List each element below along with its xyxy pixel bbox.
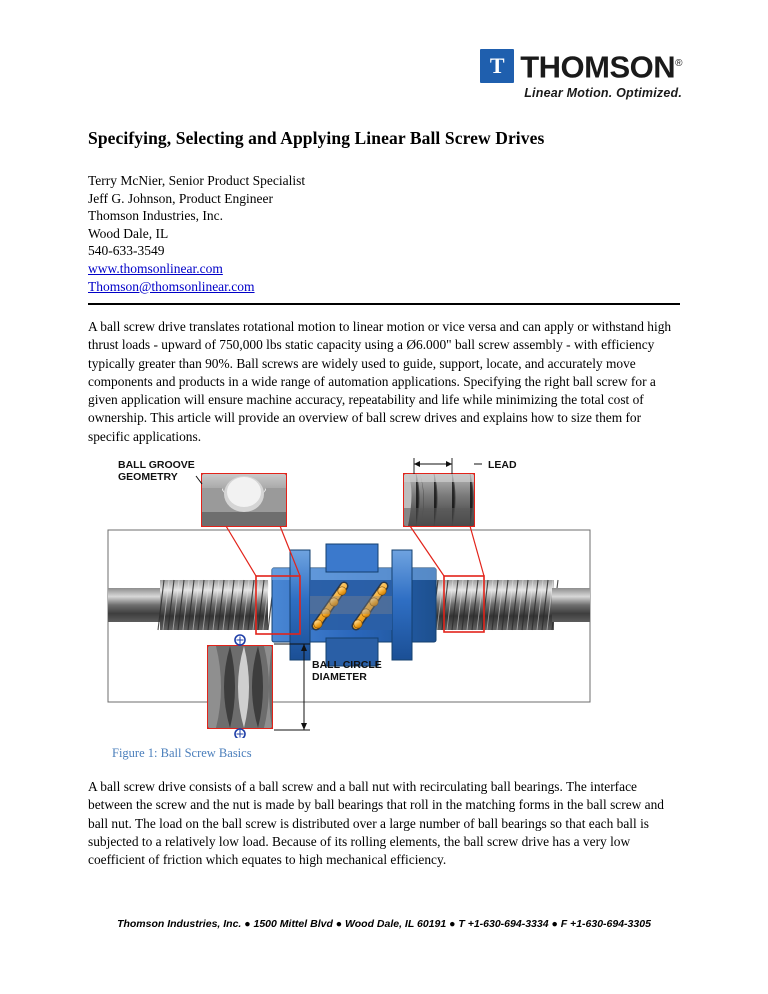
intro-paragraph: A ball screw drive translates rotational motion to linear motion or vice versa and can apply or withstand high thrust loads - upward of 750,000 lbs static capacity using a Ø6.000" ball screw assembly - with efficiency typically greater than 90%. Ball screws are widely used to guide, support, locate, and accurately move components and products in a wide range of automation applications. Specifying the right ball screw for a given application will ensure machine accuracy, repeatability and life while minimizing the total cost of ownership. This article will provide an overview of ball screw drives and explains how to size them for specific applications. xyxy=(88,319,672,444)
ball-screw-diagram-svg xyxy=(104,446,594,738)
logo-row xyxy=(382,48,682,83)
page-title: Specifying, Selecting and Applying Linear Ball Screw Drives xyxy=(88,128,545,148)
logo-tagline: Linear Motion. Optimized. xyxy=(524,86,682,101)
thomson-mark-icon: T xyxy=(480,49,514,83)
lead-label: LEAD xyxy=(488,459,517,471)
author-name-2: Jeff G. Johnson, Product Engineer xyxy=(88,190,273,206)
phone-number: 540-633-3549 xyxy=(88,243,165,259)
figure-caption: Figure 1: Ball Screw Basics xyxy=(112,746,252,760)
ball-groove-label-line1: BALL GROOVE xyxy=(118,459,195,471)
ball-circle-label-line2: DIAMETER xyxy=(312,671,367,683)
logo-wordmark-text: THOMSON xyxy=(520,49,676,85)
company-name: Thomson Industries, Inc. xyxy=(88,208,223,224)
page-footer: Thomson Industries, Inc. ● 1500 Mittel Blvd ● Wood Dale, IL 60191 ● T +1-630-694-3334 ● F +1-630-694-3305 xyxy=(117,918,651,930)
ball-groove-label-line2: GEOMETRY xyxy=(118,471,178,483)
thomson-logo xyxy=(382,48,682,100)
registered-trademark-icon: ® xyxy=(675,58,682,69)
author-block xyxy=(88,172,305,295)
author-name-1: Terry McNier, Senior Product Specialist xyxy=(88,173,306,188)
body-paragraph-2: A ball screw drive consists of a ball screw and a ball nut with recirculating ball bearings. The interface between the screw and the nut is made by ball bearings that roll in the matching forms in the ball screw and ball nut. The load on the ball screw is distributed over a large number of ball bearings so that each ball is subjected to a relatively low load. Because of its rolling elements, the ball screw drive has a very low coefficient of friction which equates to high mechanical efficiency. xyxy=(88,779,664,868)
website-link[interactable]: www.thomsonlinear.com xyxy=(88,260,223,276)
horizontal-divider xyxy=(88,303,680,305)
ball-screw-figure xyxy=(104,446,594,738)
company-location: Wood Dale, IL xyxy=(88,225,169,241)
ball-circle-label-line1: BALL CIRCLE xyxy=(312,659,382,671)
email-link[interactable]: Thomson@thomsonlinear.com xyxy=(88,278,255,294)
logo-wordmark xyxy=(520,48,682,83)
